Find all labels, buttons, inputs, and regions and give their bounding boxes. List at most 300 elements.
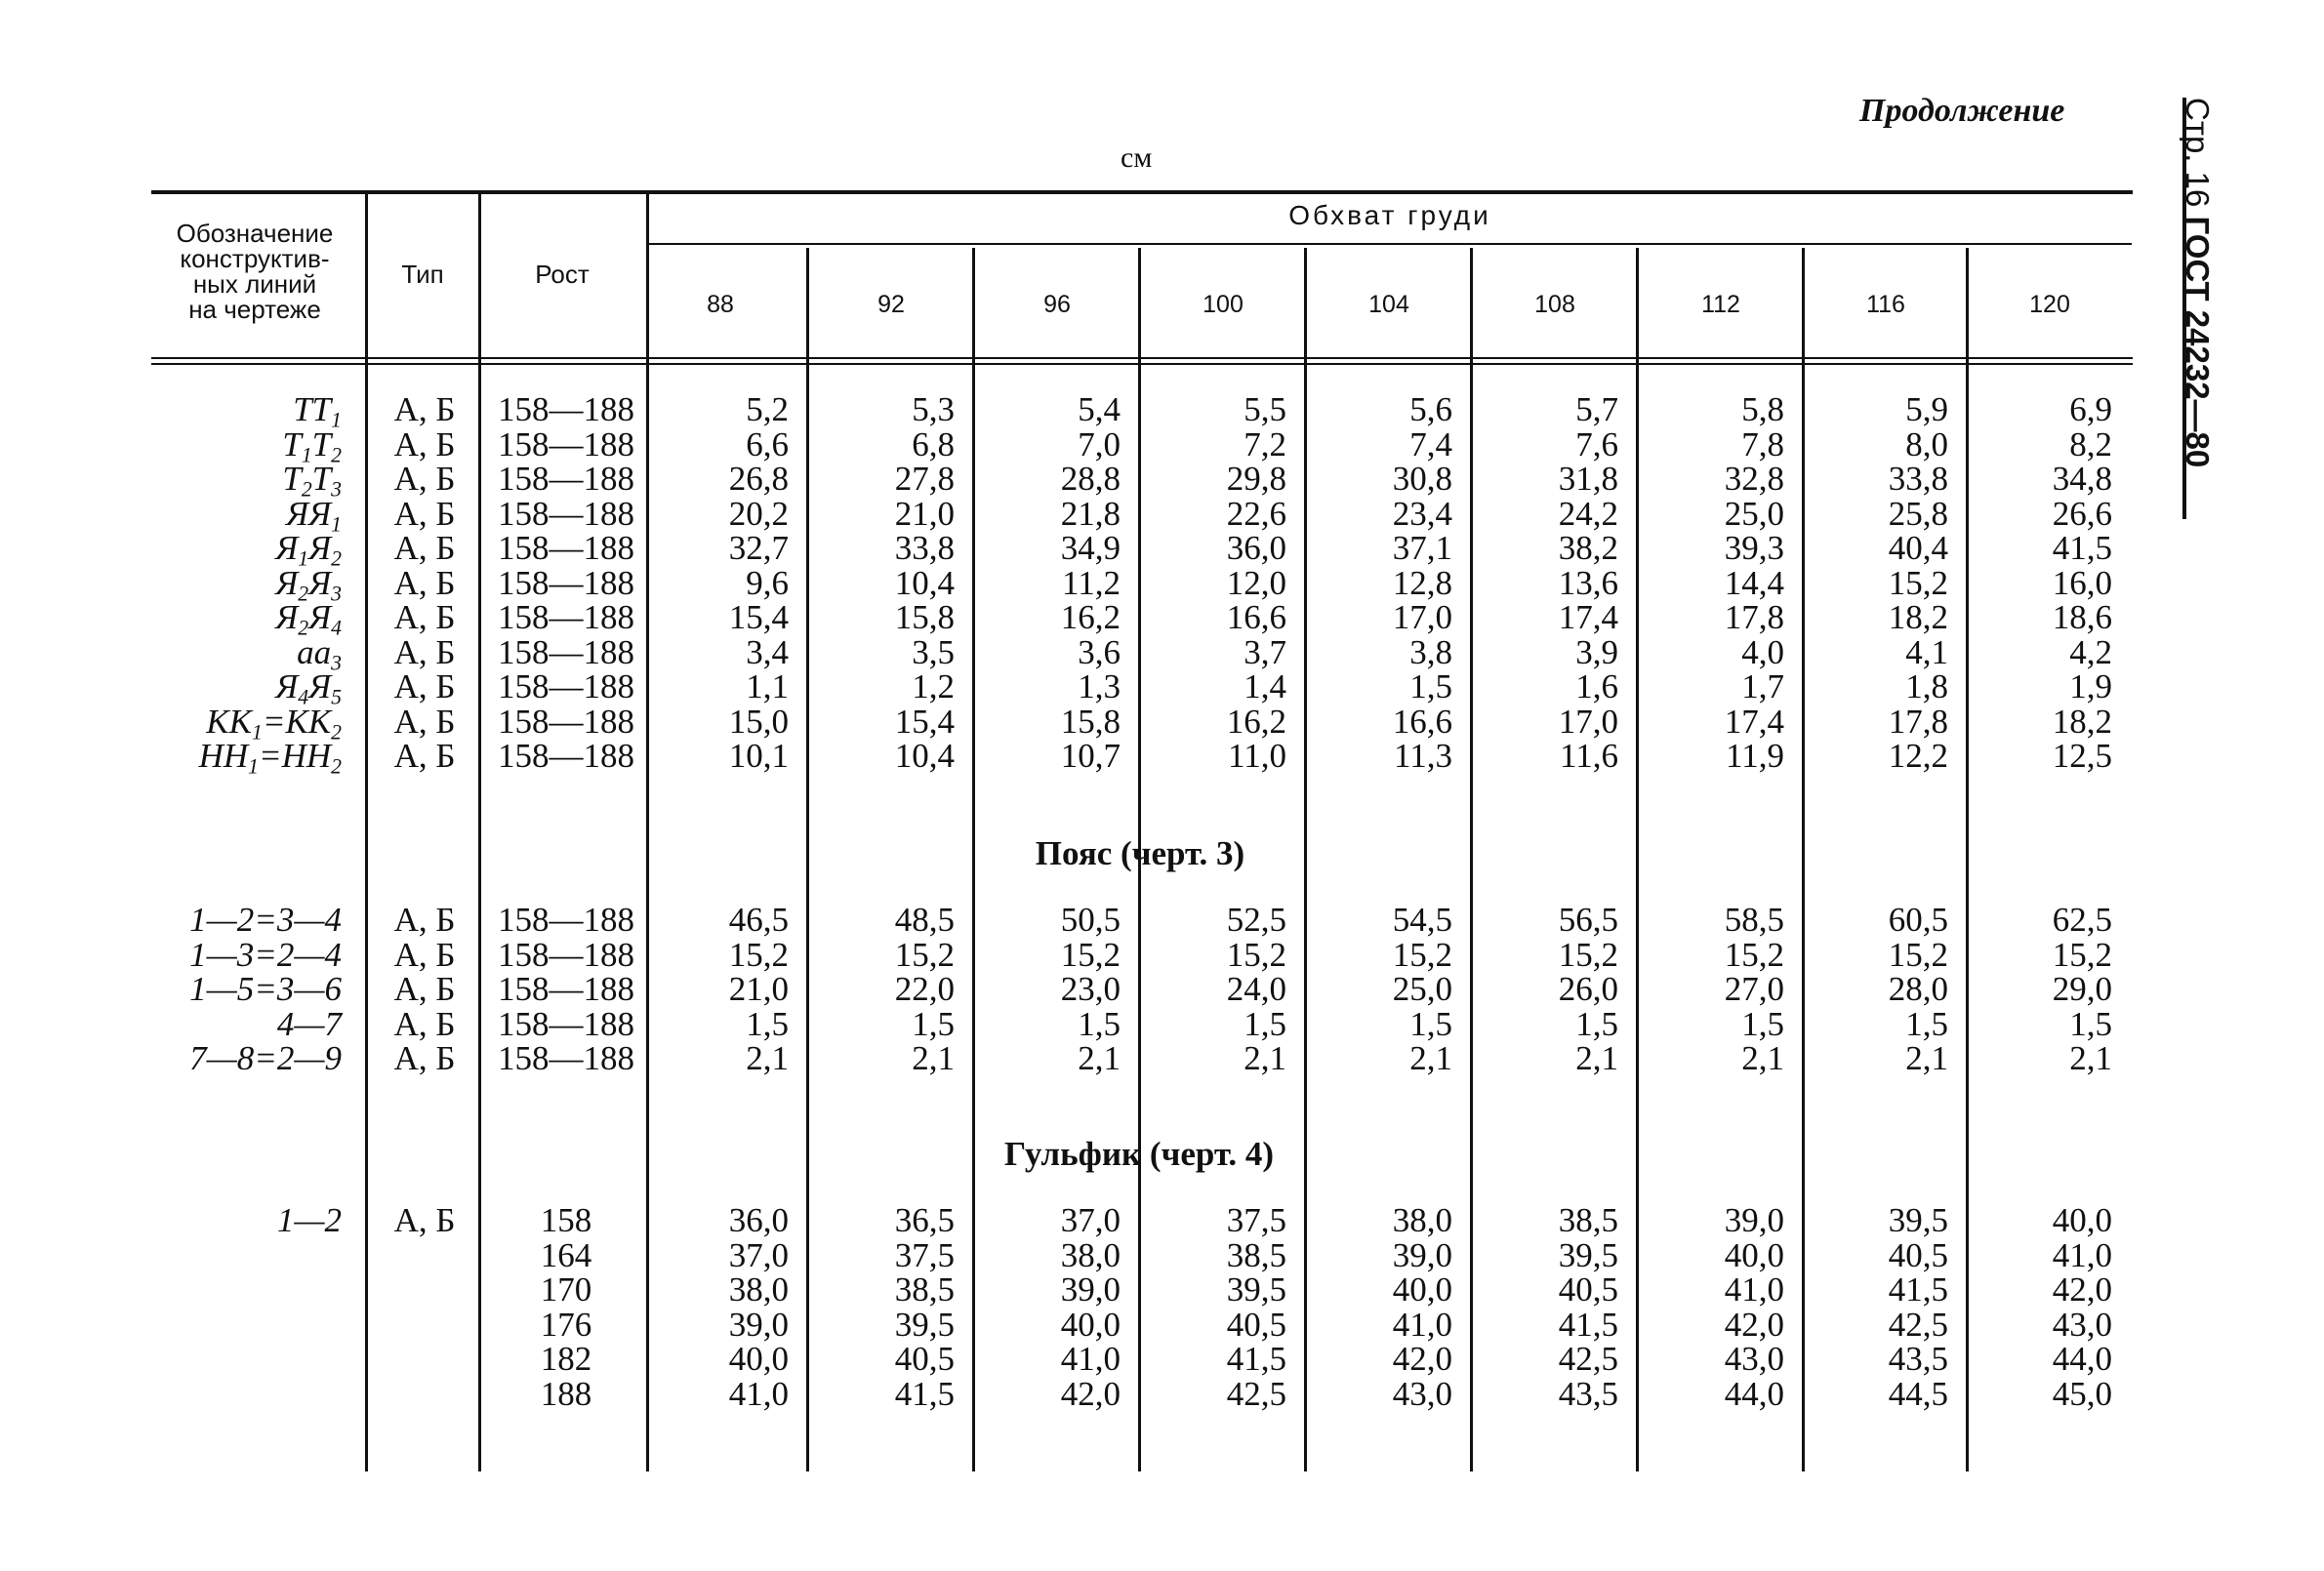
chest-value-header: 108 [1534,291,1575,318]
value-cell: 36,0 [1226,529,1286,567]
header-bottom-rule [151,363,2133,365]
value-cell: 22,6 [1226,494,1286,533]
value-cell: 41,5 [1226,1340,1286,1378]
type-cell: А, Б [393,970,456,1008]
value-cell: 42,5 [1888,1305,1948,1344]
value-cell: 33,8 [1888,460,1948,498]
chest-girth-rule [648,243,2132,245]
value-cell: 20,2 [728,494,789,533]
designation-cell: $Я_1Я_2$ [275,529,342,571]
header-type: Тип [401,260,444,289]
value-cell: 25,0 [1392,970,1452,1008]
value-cell: 23,0 [1060,970,1121,1008]
value-cell: 44,0 [2052,1340,2112,1378]
column-divider [1636,248,1639,1471]
value-cell: 4,1 [1905,632,1948,671]
value-cell: 2,1 [1575,1039,1618,1077]
column-divider [1966,248,1969,1471]
value-cell: 17,4 [1558,598,1618,636]
type-cell: А, Б [393,632,456,671]
value-column [984,392,1121,774]
value-cell: 7,2 [1244,424,1286,463]
value-cell: 56,5 [1558,901,1618,939]
value-cell: 39,0 [1060,1270,1121,1309]
value-column [1316,392,1452,774]
designation-column [156,903,342,1076]
value-cell: 3,5 [912,632,955,671]
value-cell: 3,6 [1078,632,1121,671]
type-cell: А, Б [393,390,456,428]
column-divider [1802,248,1805,1471]
value-column [818,1203,955,1411]
height-cell: 158—188 [498,970,634,1008]
designation-cell: 4—7 [276,1004,342,1043]
value-cell: 38,2 [1558,529,1618,567]
value-column [1482,903,1618,1076]
value-cell: 17,0 [1558,702,1618,741]
value-cell: 46,5 [728,901,789,939]
value-cell: 15,8 [1060,702,1121,741]
designation-cell: $Я_2Я_3$ [275,563,342,605]
value-cell: 1,5 [1575,1004,1618,1043]
type-cell: А, Б [393,1004,456,1043]
designation-cell: 1—2=3—4 [189,901,342,939]
value-cell: 7,8 [1741,424,1784,463]
value-cell: 41,5 [2052,529,2112,567]
value-cell: 3,7 [1244,632,1286,671]
value-cell: 1,7 [1741,667,1784,705]
value-cell: 7,0 [1078,424,1121,463]
column-divider [806,248,809,1471]
value-cell: 26,8 [728,460,789,498]
column-divider [478,193,481,1471]
value-cell: 1,2 [912,667,955,705]
value-cell: 15,2 [1888,935,1948,974]
chest-value-header: 116 [1866,291,1905,318]
value-cell: 2,1 [912,1039,955,1077]
value-cell: 39,5 [1888,1201,1948,1239]
value-cell: 38,5 [894,1270,955,1309]
value-cell: 11,6 [1560,737,1618,775]
value-cell: 42,5 [1558,1340,1618,1378]
value-cell: 40,0 [728,1340,789,1378]
value-cell: 1,5 [1078,1004,1121,1043]
value-cell: 1,9 [2069,667,2112,705]
value-cell: 52,5 [1226,901,1286,939]
value-cell: 12,5 [2052,737,2112,775]
value-column [984,903,1121,1076]
value-cell: 6,6 [746,424,789,463]
value-cell: 17,8 [1724,598,1784,636]
value-cell: 43,5 [1888,1340,1948,1378]
value-cell: 62,5 [2052,901,2112,939]
value-cell: 3,4 [746,632,789,671]
value-cell: 27,0 [1724,970,1784,1008]
header-chest-girth: Обхват груди [1288,200,1491,230]
type-column [381,1203,469,1238]
value-cell: 39,0 [1724,1201,1784,1239]
value-cell: 16,6 [1392,702,1452,741]
type-cell: А, Б [393,563,456,602]
height-cell: 158—188 [498,563,634,602]
value-cell: 4,2 [2069,632,2112,671]
value-cell: 10,1 [728,737,789,775]
value-cell: 44,0 [1724,1374,1784,1413]
header-bottom-rule [151,357,2133,359]
value-cell: 9,6 [746,563,789,602]
value-cell: 15,2 [1060,935,1121,974]
value-cell: 5,6 [1409,390,1452,428]
value-column [1812,1203,1948,1411]
height-cell: 164 [540,1235,592,1274]
height-cell: 158—188 [498,667,634,705]
value-cell: 5,3 [912,390,955,428]
height-cell: 170 [540,1270,592,1309]
value-column [1316,903,1452,1076]
value-column [652,392,789,774]
value-cell: 41,0 [1060,1340,1121,1378]
value-cell: 39,5 [894,1305,955,1344]
value-cell: 7,4 [1409,424,1452,463]
designation-cell: 1—2 [276,1201,342,1239]
value-cell: 14,4 [1724,563,1784,602]
value-cell: 26,0 [1558,970,1618,1008]
value-cell: 28,8 [1060,460,1121,498]
value-cell: 1,5 [1409,667,1452,705]
value-cell: 6,9 [2069,390,2112,428]
header-designation-line: на чертеже [188,295,321,324]
value-cell: 40,5 [1888,1235,1948,1274]
value-cell: 43,0 [2052,1305,2112,1344]
value-cell: 45,0 [2052,1374,2112,1413]
value-cell: 12,8 [1392,563,1452,602]
value-column [984,1203,1121,1411]
value-cell: 1,1 [746,667,789,705]
value-cell: 1,5 [912,1004,955,1043]
value-cell: 17,0 [1392,598,1452,636]
unit-label: см [1121,141,1153,174]
chest-value-header: 120 [2029,291,2070,318]
value-cell: 37,0 [728,1235,789,1274]
value-cell: 41,0 [1724,1270,1784,1309]
designation-cell: $aa_3$ [297,632,342,674]
value-cell: 43,0 [1724,1340,1784,1378]
value-cell: 3,8 [1409,632,1452,671]
type-cell: А, Б [393,494,456,533]
value-cell: 10,4 [894,563,955,602]
value-cell: 15,4 [894,702,955,741]
value-cell: 2,1 [1905,1039,1948,1077]
column-divider [365,193,368,1471]
type-cell: А, Б [393,737,456,775]
height-cell: 158 [540,1201,592,1239]
value-cell: 37,0 [1060,1201,1121,1239]
value-cell: 10,7 [1060,737,1121,775]
value-column [1812,392,1948,774]
chest-value-header: 88 [707,291,734,318]
designation-cell: 7—8=2—9 [189,1039,342,1077]
type-cell: А, Б [393,935,456,974]
value-cell: 36,5 [894,1201,955,1239]
value-cell: 17,4 [1724,702,1784,741]
height-cell: 176 [540,1305,592,1344]
value-column [1482,392,1618,774]
value-cell: 15,2 [1558,935,1618,974]
value-cell: 15,0 [728,702,789,741]
designation-cell: $KK_1=KK_2$ [206,702,342,744]
height-cell: 158—188 [498,935,634,974]
height-cell: 158—188 [498,1039,634,1077]
value-cell: 25,8 [1888,494,1948,533]
type-cell: А, Б [393,529,456,567]
value-cell: 15,2 [2052,935,2112,974]
value-cell: 41,5 [894,1374,955,1413]
value-cell: 42,0 [1392,1340,1452,1378]
designation-column [156,390,342,779]
value-cell: 39,5 [1226,1270,1286,1309]
value-cell: 26,6 [2052,494,2112,533]
value-cell: 40,0 [1060,1305,1121,1344]
header-designation-line: Обозначение [176,219,334,248]
designation-cell: $HH_1=HH_2$ [198,737,342,779]
type-cell: А, Б [393,460,456,498]
value-cell: 40,0 [2052,1201,2112,1239]
value-cell: 40,0 [1724,1235,1784,1274]
value-cell: 43,5 [1558,1374,1618,1413]
value-cell: 2,1 [1409,1039,1452,1077]
value-cell: 5,9 [1905,390,1948,428]
value-cell: 15,2 [728,935,789,974]
value-cell: 1,5 [746,1004,789,1043]
type-cell: А, Б [393,1201,456,1239]
value-column [1648,1203,1784,1411]
value-cell: 40,4 [1888,529,1948,567]
designation-cell: 1—5=3—6 [189,970,342,1008]
value-cell: 21,0 [894,494,955,533]
value-cell: 8,2 [2069,424,2112,463]
value-column [1150,1203,1286,1411]
value-cell: 42,5 [1226,1374,1286,1413]
value-cell: 32,8 [1724,460,1784,498]
value-cell: 5,5 [1244,390,1286,428]
value-cell: 40,5 [894,1340,955,1378]
height-cell: 158—188 [498,702,634,741]
value-cell: 16,2 [1226,702,1286,741]
value-cell: 2,1 [1244,1039,1286,1077]
side-label-page: Стр. 16 [2180,98,2216,208]
value-cell: 37,5 [894,1235,955,1274]
value-cell: 15,2 [1226,935,1286,974]
value-cell: 5,2 [746,390,789,428]
chest-value-header: 112 [1701,291,1740,318]
section-3-title: Гульфик (черт. 4) [1003,1135,1275,1173]
chest-value-header: 104 [1368,291,1409,318]
value-cell: 4,0 [1741,632,1784,671]
value-cell: 12,0 [1226,563,1286,602]
height-cell: 158—188 [498,901,634,939]
value-cell: 7,6 [1575,424,1618,463]
value-cell: 1,5 [2069,1004,2112,1043]
value-cell: 23,4 [1392,494,1452,533]
value-cell: 40,0 [1392,1270,1452,1309]
value-cell: 42,0 [1724,1305,1784,1344]
type-column [381,903,469,1076]
value-column [818,903,955,1076]
height-cell: 158—188 [498,598,634,636]
value-cell: 16,0 [2052,563,2112,602]
table-top-rule [151,190,2133,194]
value-cell: 18,6 [2052,598,2112,636]
designation-cell: $T_2T_3$ [282,460,342,502]
type-cell: А, Б [393,598,456,636]
value-cell: 28,0 [1888,970,1948,1008]
designation-cell: $ЯЯ_1$ [286,494,342,536]
value-cell: 11,0 [1228,737,1286,775]
value-cell: 2,1 [1078,1039,1121,1077]
value-column [1150,903,1286,1076]
value-cell: 41,5 [1888,1270,1948,1309]
value-cell: 11,2 [1062,563,1121,602]
designation-column [156,1203,342,1238]
value-cell: 21,8 [1060,494,1121,533]
header-designation [146,221,363,322]
height-cell: 158—188 [498,529,634,567]
header-designation-line: конструктив- [180,244,330,273]
value-cell: 5,4 [1078,390,1121,428]
section-2-title: Пояс (черт. 3) [1035,834,1245,872]
type-cell: А, Б [393,667,456,705]
value-cell: 38,5 [1558,1201,1618,1239]
height-cell: 158—188 [498,460,634,498]
value-cell: 1,4 [1244,667,1286,705]
value-column [1976,903,2112,1076]
value-cell: 38,0 [1060,1235,1121,1274]
value-cell: 13,6 [1558,563,1618,602]
value-cell: 37,5 [1226,1201,1286,1239]
value-cell: 2,1 [2069,1039,2112,1077]
designation-cell: $TT_1$ [293,390,342,432]
designation-cell: $Я_2Я_4$ [275,598,342,640]
type-cell: А, Б [393,424,456,463]
value-cell: 1,8 [1905,667,1948,705]
designation-cell: 1—3=2—4 [189,935,342,974]
value-cell: 38,0 [1392,1201,1452,1239]
value-column [652,1203,789,1411]
value-column [1316,1203,1452,1411]
value-cell: 32,7 [728,529,789,567]
value-cell: 31,8 [1558,460,1618,498]
value-cell: 42,0 [1060,1374,1121,1413]
value-cell: 33,8 [894,529,955,567]
value-cell: 29,8 [1226,460,1286,498]
continuation-label: Продолжение [1859,93,2065,129]
value-cell: 18,2 [2052,702,2112,741]
value-cell: 60,5 [1888,901,1948,939]
value-column [652,903,789,1076]
height-column [493,903,639,1076]
value-cell: 1,5 [1244,1004,1286,1043]
value-column [1648,392,1784,774]
value-cell: 41,5 [1558,1305,1618,1344]
value-cell: 1,6 [1575,667,1618,705]
value-cell: 41,0 [728,1374,789,1413]
value-cell: 41,0 [1392,1305,1452,1344]
value-cell: 40,5 [1226,1305,1286,1344]
type-column [381,392,469,774]
height-column [493,392,639,774]
value-cell: 15,2 [894,935,955,974]
value-cell: 39,3 [1724,529,1784,567]
value-cell: 17,8 [1888,702,1948,741]
value-cell: 29,0 [2052,970,2112,1008]
height-cell: 182 [540,1340,592,1378]
chest-value-header: 96 [1043,291,1071,318]
chest-value-header: 100 [1203,291,1244,318]
value-cell: 2,1 [1741,1039,1784,1077]
value-cell: 1,5 [1409,1004,1452,1043]
value-cell: 39,0 [728,1305,789,1344]
value-cell: 41,0 [2052,1235,2112,1274]
side-label-standard: ГОСТ 24232—80 [2180,216,2216,468]
value-cell: 11,9 [1726,737,1784,775]
value-cell: 8,0 [1905,424,1948,463]
value-cell: 40,5 [1558,1270,1618,1309]
value-cell: 16,2 [1060,598,1121,636]
value-cell: 21,0 [728,970,789,1008]
value-cell: 11,3 [1394,737,1452,775]
value-cell: 1,3 [1078,667,1121,705]
value-cell: 15,2 [1392,935,1452,974]
designation-cell: $Я_4Я_5$ [275,667,342,709]
type-cell: А, Б [393,901,456,939]
height-cell: 158—188 [498,424,634,463]
value-cell: 10,4 [894,737,955,775]
value-cell: 15,2 [1724,935,1784,974]
height-cell: 158—188 [498,1004,634,1043]
value-cell: 34,9 [1060,529,1121,567]
side-label [2165,98,2216,517]
value-cell: 5,7 [1575,390,1618,428]
height-cell: 158—188 [498,494,634,533]
value-cell: 24,2 [1558,494,1618,533]
value-cell: 15,2 [1888,563,1948,602]
value-cell: 42,0 [2052,1270,2112,1309]
value-cell: 6,8 [912,424,955,463]
value-cell: 15,8 [894,598,955,636]
value-column [1150,392,1286,774]
value-cell: 50,5 [1060,901,1121,939]
value-cell: 58,5 [1724,901,1784,939]
type-cell: А, Б [393,1039,456,1077]
height-cell: 158—188 [498,632,634,671]
column-divider [646,193,649,1471]
height-cell: 158—188 [498,737,634,775]
value-column [1976,392,2112,774]
value-cell: 38,5 [1226,1235,1286,1274]
value-cell: 48,5 [894,901,955,939]
value-cell: 34,8 [2052,460,2112,498]
chest-value-header: 92 [877,291,905,318]
value-cell: 27,8 [894,460,955,498]
value-cell: 24,0 [1226,970,1286,1008]
value-cell: 1,5 [1741,1004,1784,1043]
header-designation-line: ных линий [192,269,317,299]
designation-cell: $T_1T_2$ [282,424,342,466]
value-cell: 36,0 [728,1201,789,1239]
value-cell: 5,8 [1741,390,1784,428]
value-cell: 15,4 [728,598,789,636]
value-column [1812,903,1948,1076]
